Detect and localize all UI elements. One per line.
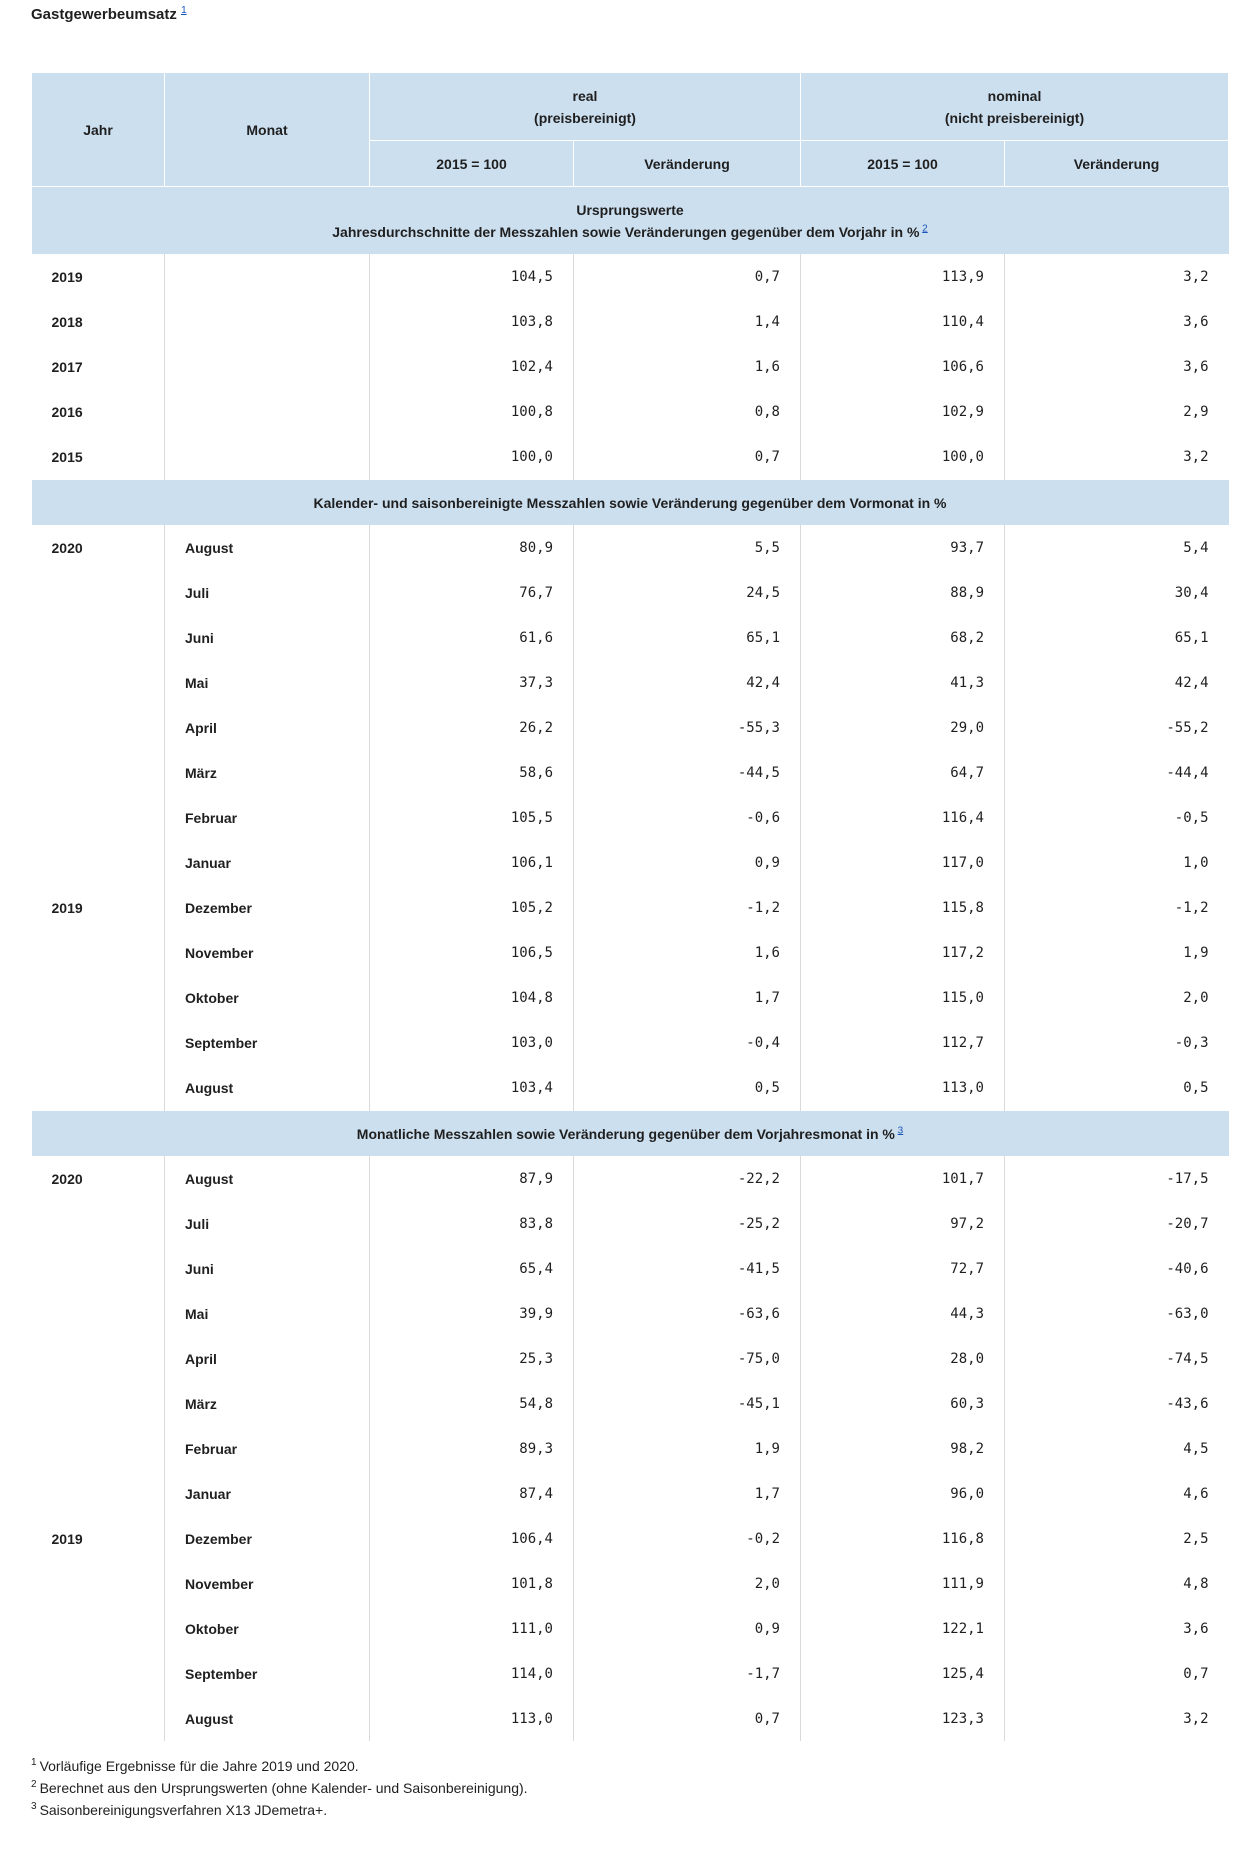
cell-real-index: 89,3: [370, 1426, 574, 1471]
cell-month: Dezember: [165, 1516, 370, 1561]
cell-nominal-change: -55,2: [1166, 719, 1209, 736]
cell-real-index: 105,2: [370, 885, 574, 930]
cell-nominal-index: 113,9: [801, 254, 1005, 299]
cell-real-index: 103,8: [370, 299, 574, 344]
cell-nominal-index: 64,7: [801, 750, 1005, 795]
cell-nominal-index: 96,0: [801, 1471, 1005, 1516]
table-row: [32, 1336, 1229, 1381]
table-row: [32, 1065, 1229, 1111]
section-title: [32, 1111, 1229, 1157]
cell-nominal-index: 106,6: [801, 344, 1005, 389]
cell-nominal-index: 115,0: [801, 975, 1005, 1020]
cell-year: [32, 795, 165, 840]
header-nominal: [801, 73, 1229, 141]
cell-real-index: 25,3: [370, 1336, 574, 1381]
cell-nominal-change: 3,2: [1183, 1710, 1209, 1727]
cell-month: Dezember: [165, 885, 370, 930]
cell-year: [32, 750, 165, 795]
cell-real-index: 37,3: [370, 660, 574, 705]
cell-real-index: 76,7: [370, 570, 574, 615]
cell-year: [32, 705, 165, 750]
cell-real-index: 100,0: [370, 434, 574, 480]
cell-real-index: 87,9: [370, 1156, 574, 1201]
cell-real-change: 0,8: [574, 389, 801, 434]
cell-nominal-change: 3,6: [1183, 1620, 1209, 1637]
section-title-text: Monatliche Messzahlen sowie Veränderung gegenüber dem Vorjahresmonat in % $^3$: [356, 1124, 904, 1142]
cell-nominal-index: 100,0: [801, 434, 1005, 480]
table-row: [32, 1606, 1229, 1651]
cell-real-change: 0,7: [574, 434, 801, 480]
cell-nominal-change: 30,4: [1174, 584, 1209, 601]
cell-year: 2020: [32, 1156, 165, 1201]
cell-real-change: -25,2: [574, 1201, 801, 1246]
cell-real-change: 1,7: [574, 975, 801, 1020]
cell-nominal-index: 97,2: [801, 1201, 1005, 1246]
cell-year: 2019: [32, 1516, 165, 1561]
cell-nominal-change: 4,8: [1183, 1575, 1209, 1592]
cell-month: August: [165, 1156, 370, 1201]
table-row: [32, 615, 1229, 660]
cell-month: Juli: [165, 570, 370, 615]
cell-month: August: [165, 525, 370, 570]
table-row: [32, 344, 1229, 389]
cell-real-index: 103,0: [370, 1020, 574, 1065]
cell-year: [32, 840, 165, 885]
cell-year: [32, 615, 165, 660]
cell-month: November: [165, 930, 370, 975]
cell-year: 2020: [32, 525, 165, 570]
table-row: [32, 1516, 1229, 1561]
section-title-text: Jahresdurchschnitte der Messzahlen sowie Veränderungen gegenüber dem Vorjahr in % $^2$: [332, 222, 928, 240]
cell-month: September: [165, 1651, 370, 1696]
cell-month: Mai: [165, 660, 370, 705]
header-real-line2: (preisbereinigt): [534, 109, 636, 126]
table-row: [32, 930, 1229, 975]
cell-real-index: 100,8: [370, 389, 574, 434]
cell-nominal-change: 2,9: [1183, 403, 1209, 420]
cell-year: 2015: [32, 434, 165, 480]
footnote-1: [31, 1755, 1228, 1777]
cell-month: Mai: [165, 1291, 370, 1336]
cell-real-change: 1,6: [574, 930, 801, 975]
cell-nominal-index: 110,4: [801, 299, 1005, 344]
cell-nominal-change: -17,5: [1166, 1170, 1209, 1187]
cell-month: Januar: [165, 1471, 370, 1516]
footnotes: [31, 1755, 1228, 1821]
cell-real-change: -55,3: [574, 705, 801, 750]
cell-month: Juni: [165, 1246, 370, 1291]
cell-real-index: 26,2: [370, 705, 574, 750]
cell-nominal-index: 116,4: [801, 795, 1005, 840]
cell-year: [32, 1381, 165, 1426]
cell-month: [165, 299, 370, 344]
cell-nominal-change: -0,3: [1174, 1034, 1209, 1051]
cell-nominal-index: 60,3: [801, 1381, 1005, 1426]
cell-nominal-change: -44,4: [1166, 764, 1209, 781]
cell-real-change: -45,1: [574, 1381, 801, 1426]
cell-real-index: 114,0: [370, 1651, 574, 1696]
cell-real-change: 1,4: [574, 299, 801, 344]
cell-month: August: [165, 1696, 370, 1741]
section-header: [32, 480, 1229, 526]
cell-month: Oktober: [165, 1606, 370, 1651]
cell-month: Januar: [165, 840, 370, 885]
table-row: [32, 795, 1229, 840]
cell-real-change: -63,6: [574, 1291, 801, 1336]
cell-real-index: 102,4: [370, 344, 574, 389]
cell-nominal-index: 111,9: [801, 1561, 1005, 1606]
header-real: [370, 73, 801, 141]
cell-month: November: [165, 1561, 370, 1606]
cell-month: Februar: [165, 795, 370, 840]
cell-real-change: 1,7: [574, 1471, 801, 1516]
cell-nominal-index: 28,0: [801, 1336, 1005, 1381]
cell-year: [32, 570, 165, 615]
cell-real-change: 0,7: [574, 254, 801, 299]
cell-month: September: [165, 1020, 370, 1065]
cell-nominal-change: 3,6: [1183, 313, 1209, 330]
cell-nominal-change: -20,7: [1166, 1215, 1209, 1232]
cell-nominal-index: 101,7: [801, 1156, 1005, 1201]
footnote-link-2[interactable]: 2: [922, 222, 928, 234]
header-monat: Monat: [165, 73, 370, 187]
table-row: [32, 299, 1229, 344]
cell-real-index: 65,4: [370, 1246, 574, 1291]
cell-nominal-change: 42,4: [1174, 674, 1209, 691]
cell-year: [32, 1426, 165, 1471]
cell-month: März: [165, 1381, 370, 1426]
cell-nominal-change: -74,5: [1166, 1350, 1209, 1367]
cell-nominal-index: 98,2: [801, 1426, 1005, 1471]
cell-real-change: -22,2: [574, 1156, 801, 1201]
table-row: [32, 1381, 1229, 1426]
cell-nominal-index: 117,2: [801, 930, 1005, 975]
section-title: [32, 187, 1229, 255]
cell-month: April: [165, 1336, 370, 1381]
cell-real-change: 1,6: [574, 344, 801, 389]
cell-year: [32, 660, 165, 705]
header-real-change: Veränderung: [574, 141, 801, 187]
cell-nominal-change: 1,0: [1183, 854, 1209, 871]
cell-real-change: 42,4: [574, 660, 801, 705]
footnote-text: Vorläufige Ergebnisse für die Jahre 2019 und 2020.: [39, 1758, 359, 1774]
table-row: [32, 1156, 1229, 1201]
cell-real-index: 111,0: [370, 1606, 574, 1651]
cell-nominal-change: -43,6: [1166, 1395, 1209, 1412]
cell-real-index: 106,1: [370, 840, 574, 885]
header-nominal-line2: (nicht preisbereinigt): [944, 109, 1085, 126]
cell-year: [32, 1065, 165, 1111]
cell-real-change: -0,4: [574, 1020, 801, 1065]
table-row: [32, 1471, 1229, 1516]
cell-real-index: 113,0: [370, 1696, 574, 1741]
table-row: [32, 1201, 1229, 1246]
cell-nominal-index: 44,3: [801, 1291, 1005, 1336]
cell-month: März: [165, 750, 370, 795]
cell-year: [32, 1561, 165, 1606]
cell-real-index: 106,5: [370, 930, 574, 975]
cell-real-change: 0,9: [574, 1606, 801, 1651]
cell-real-change: -44,5: [574, 750, 801, 795]
cell-nominal-index: 41,3: [801, 660, 1005, 705]
cell-year: [32, 1651, 165, 1696]
cell-real-index: 39,9: [370, 1291, 574, 1336]
cell-nominal-change: -63,0: [1166, 1305, 1209, 1322]
cell-year: [32, 1696, 165, 1741]
cell-nominal-change: 3,2: [1183, 268, 1209, 285]
section-header: [32, 1111, 1229, 1157]
cell-month: Oktober: [165, 975, 370, 1020]
cell-real-change: 0,5: [574, 1065, 801, 1111]
section-header: [32, 187, 1229, 255]
table-row: [32, 254, 1229, 299]
table-row: [32, 975, 1229, 1020]
cell-nominal-index: 116,8: [801, 1516, 1005, 1561]
cell-real-change: 1,9: [574, 1426, 801, 1471]
cell-nominal-index: 93,7: [801, 525, 1005, 570]
cell-month: [165, 254, 370, 299]
table-row: [32, 1696, 1229, 1741]
cell-year: [32, 1291, 165, 1336]
cell-nominal-change: 2,0: [1183, 989, 1209, 1006]
table-row: [32, 389, 1229, 434]
cell-real-change: -41,5: [574, 1246, 801, 1291]
cell-real-index: 58,6: [370, 750, 574, 795]
footnote-link-1[interactable]: 1: [181, 5, 187, 16]
cell-real-change: 24,5: [574, 570, 801, 615]
section-title-line1: Ursprungswerte: [576, 201, 684, 218]
cell-nominal-change: 2,5: [1183, 1530, 1209, 1547]
cell-real-change: -1,2: [574, 885, 801, 930]
footnote-number: 1: [31, 1757, 37, 1769]
cell-nominal-change: 4,6: [1183, 1485, 1209, 1502]
header-nominal-change: Veränderung: [1005, 141, 1229, 187]
header-real-line1: real: [572, 87, 598, 104]
cell-real-index: 61,6: [370, 615, 574, 660]
section-title-text: Kalender- und saisonbereinigte Messzahlen sowie Veränderung gegenüber dem Vormonat in %: [313, 494, 947, 511]
cell-real-change: -1,7: [574, 1651, 801, 1696]
table-row: [32, 705, 1229, 750]
cell-nominal-index: 72,7: [801, 1246, 1005, 1291]
cell-real-index: 104,5: [370, 254, 574, 299]
cell-year: [32, 1201, 165, 1246]
footnote-2: [31, 1777, 1228, 1799]
table-row: [32, 1561, 1229, 1606]
cell-real-change: -0,6: [574, 795, 801, 840]
table-row: [32, 660, 1229, 705]
cell-year: 2018: [32, 299, 165, 344]
cell-real-change: 65,1: [574, 615, 801, 660]
table-row: [32, 1426, 1229, 1471]
cell-nominal-change: 0,5: [1183, 1079, 1209, 1096]
cell-nominal-change: 3,2: [1183, 448, 1209, 465]
cell-real-index: 87,4: [370, 1471, 574, 1516]
cell-month: [165, 434, 370, 480]
cell-real-change: -75,0: [574, 1336, 801, 1381]
cell-real-change: 0,7: [574, 1696, 801, 1741]
header-real-index: 2015 = 100: [370, 141, 574, 187]
cell-year: [32, 1336, 165, 1381]
footnote-3: [31, 1799, 1228, 1821]
cell-nominal-change: 4,5: [1183, 1440, 1209, 1457]
cell-real-change: 5,5: [574, 525, 801, 570]
cell-nominal-change: -1,2: [1174, 899, 1209, 916]
section-title: [32, 480, 1229, 526]
page-title-text: Gastgewerbeumsatz: [31, 6, 177, 23]
cell-month: Juni: [165, 615, 370, 660]
cell-real-index: 105,5: [370, 795, 574, 840]
cell-nominal-index: 125,4: [801, 1651, 1005, 1696]
cell-year: [32, 1246, 165, 1291]
footnote-number: 3: [31, 1801, 37, 1813]
cell-real-index: 54,8: [370, 1381, 574, 1426]
cell-nominal-change: 0,7: [1183, 1665, 1209, 1682]
header-jahr: Jahr: [32, 73, 165, 187]
cell-real-change: -0,2: [574, 1516, 801, 1561]
cell-nominal-change: -40,6: [1166, 1260, 1209, 1277]
cell-month: Juli: [165, 1201, 370, 1246]
table-row: [32, 1020, 1229, 1065]
cell-nominal-index: 102,9: [801, 389, 1005, 434]
cell-month: [165, 344, 370, 389]
cell-year: 2017: [32, 344, 165, 389]
cell-nominal-index: 88,9: [801, 570, 1005, 615]
cell-year: 2019: [32, 254, 165, 299]
cell-year: [32, 1471, 165, 1516]
cell-nominal-index: 122,1: [801, 1606, 1005, 1651]
cell-nominal-change: 1,9: [1183, 944, 1209, 961]
cell-year: [32, 975, 165, 1020]
cell-month: Februar: [165, 1426, 370, 1471]
cell-real-index: 103,4: [370, 1065, 574, 1111]
cell-nominal-index: 113,0: [801, 1065, 1005, 1111]
cell-year: [32, 1606, 165, 1651]
table-row: [32, 525, 1229, 570]
table-row: [32, 570, 1229, 615]
cell-real-change: 0,9: [574, 840, 801, 885]
cell-year: 2019: [32, 885, 165, 930]
cell-nominal-index: 123,3: [801, 1696, 1005, 1741]
table-row: [32, 1291, 1229, 1336]
cell-year: [32, 1020, 165, 1065]
cell-real-index: 101,8: [370, 1561, 574, 1606]
table-row: [32, 750, 1229, 795]
footnote-number: 2: [31, 1779, 37, 1791]
cell-month: [165, 389, 370, 434]
cell-nominal-index: 29,0: [801, 705, 1005, 750]
cell-month: April: [165, 705, 370, 750]
cell-real-index: 104,8: [370, 975, 574, 1020]
cell-year: 2016: [32, 389, 165, 434]
cell-month: August: [165, 1065, 370, 1111]
cell-nominal-index: 117,0: [801, 840, 1005, 885]
footnote-text: Saisonbereinigungsverfahren X13 JDemetra+.: [39, 1802, 328, 1818]
cell-nominal-change: 3,6: [1183, 358, 1209, 375]
cell-real-index: 83,8: [370, 1201, 574, 1246]
table-body: [32, 187, 1229, 1742]
cell-nominal-change: 65,1: [1174, 629, 1209, 646]
cell-nominal-change: 5,4: [1183, 539, 1209, 556]
header-nominal-index: 2015 = 100: [801, 141, 1005, 187]
table-row: [32, 1246, 1229, 1291]
table-row: [32, 434, 1229, 480]
cell-nominal-index: 68,2: [801, 615, 1005, 660]
header-nominal-line1: nominal: [987, 87, 1042, 104]
cell-nominal-change: -0,5: [1174, 809, 1209, 826]
sales-table: [31, 72, 1229, 1741]
cell-nominal-index: 112,7: [801, 1020, 1005, 1065]
cell-real-change: 2,0: [574, 1561, 801, 1606]
page-title: [31, 6, 1228, 24]
footnote-text: Berechnet aus den Ursprungswerten (ohne Kalender- und Saisonbereinigung).: [39, 1780, 528, 1796]
cell-real-index: 80,9: [370, 525, 574, 570]
cell-real-index: 106,4: [370, 1516, 574, 1561]
cell-year: [32, 930, 165, 975]
cell-nominal-index: 115,8: [801, 885, 1005, 930]
table-row: [32, 840, 1229, 885]
table-row: [32, 1651, 1229, 1696]
footnote-link-3[interactable]: 3: [897, 1124, 904, 1136]
table-row: [32, 885, 1229, 930]
